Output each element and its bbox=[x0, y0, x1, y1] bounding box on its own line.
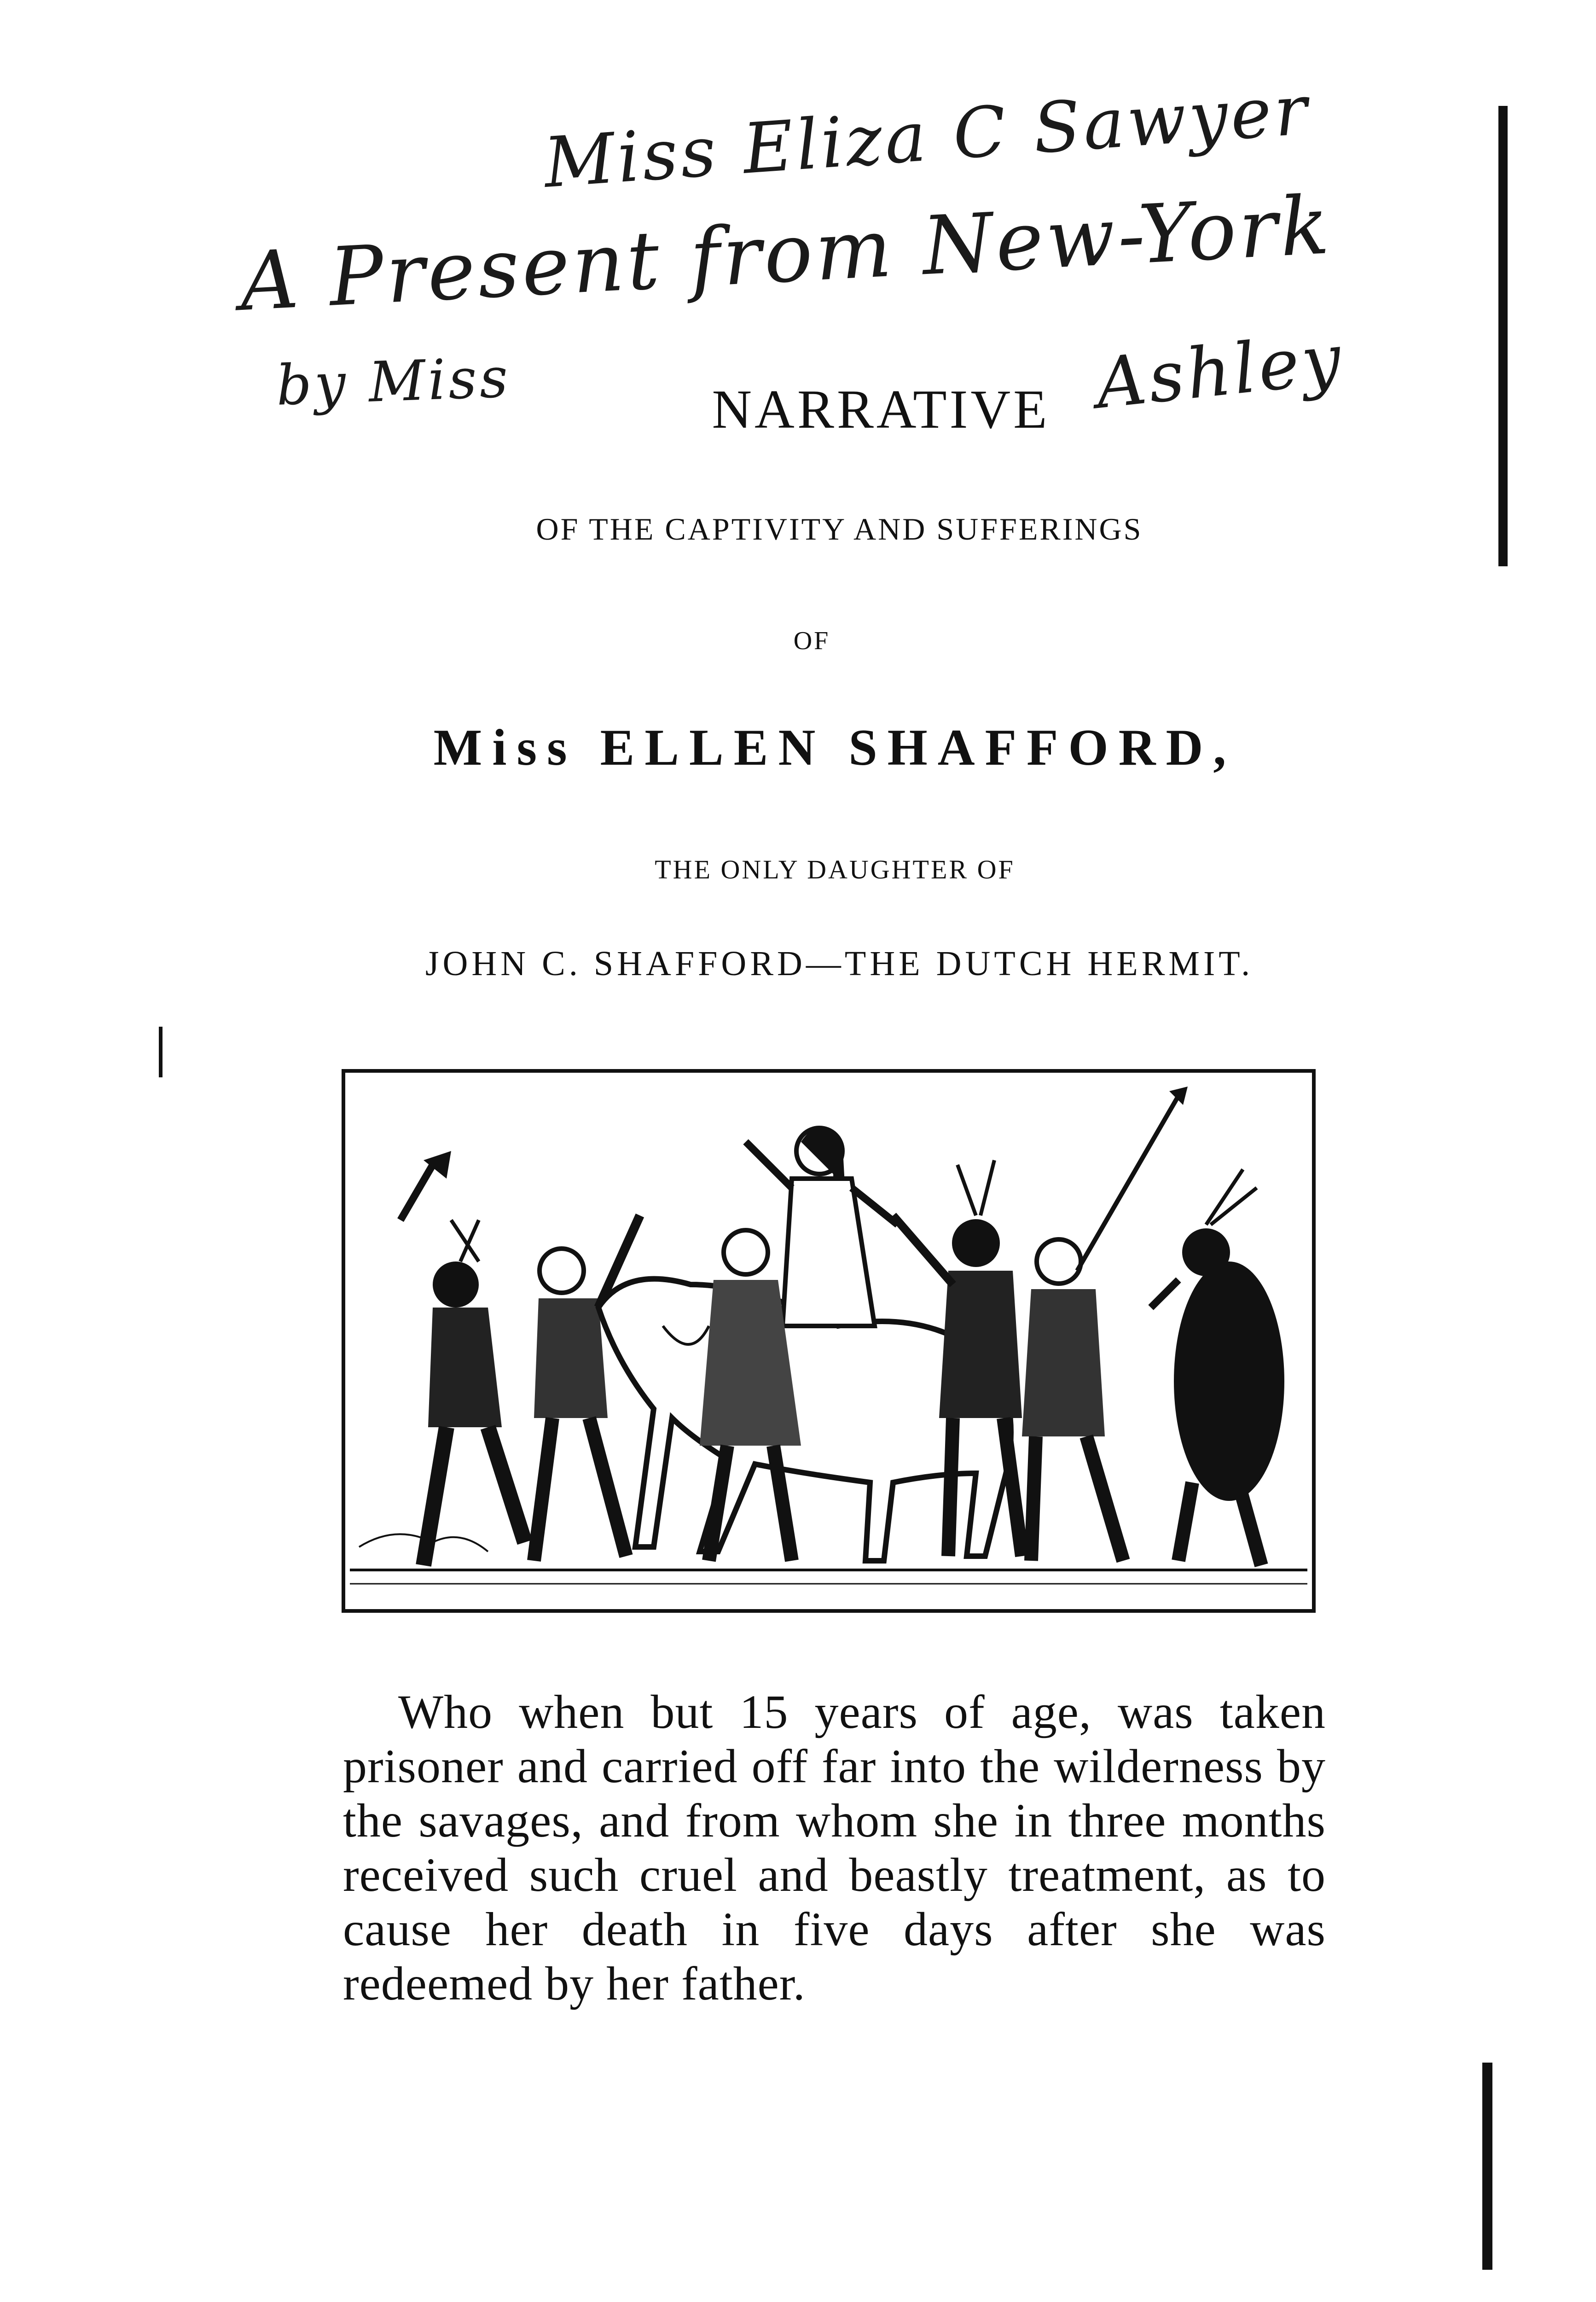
title-daughter: THE ONLY DAUGHTER OF bbox=[655, 855, 1015, 884]
inscription-line-4: Ashley bbox=[1092, 319, 1348, 424]
inscription-line-3: by Miss bbox=[275, 346, 512, 418]
title-narrative: NARRATIVE bbox=[712, 378, 1050, 440]
summary-paragraph bbox=[343, 1685, 1326, 2011]
woodcut-illustration bbox=[341, 1068, 1317, 1614]
inscription-line-2: A Present from New-York bbox=[238, 179, 1334, 329]
left-edge-mark bbox=[159, 1027, 163, 1077]
title-of: OF bbox=[793, 627, 830, 655]
right-edge-bar-top bbox=[1498, 106, 1508, 566]
title-name: Miss ELLEN SHAFFORD, bbox=[433, 719, 1236, 776]
title-father: JOHN C. SHAFFORD—THE DUTCH HERMIT. bbox=[425, 944, 1254, 983]
title-captivity: OF THE CAPTIVITY AND SUFFERINGS bbox=[536, 512, 1143, 546]
inscription-line-1: Miss Eliza C Sawyer bbox=[541, 70, 1313, 203]
summary-paragraph-text: Who when but 15 years of age, was taken prisoner and carried off far into the wilderness by the savages, and from whom she in three months received such cruel and beastly treatment, as to cause her death in five days after she was redeemed by her father. bbox=[343, 1686, 1326, 2010]
right-edge-bar-bottom bbox=[1482, 2063, 1492, 2270]
